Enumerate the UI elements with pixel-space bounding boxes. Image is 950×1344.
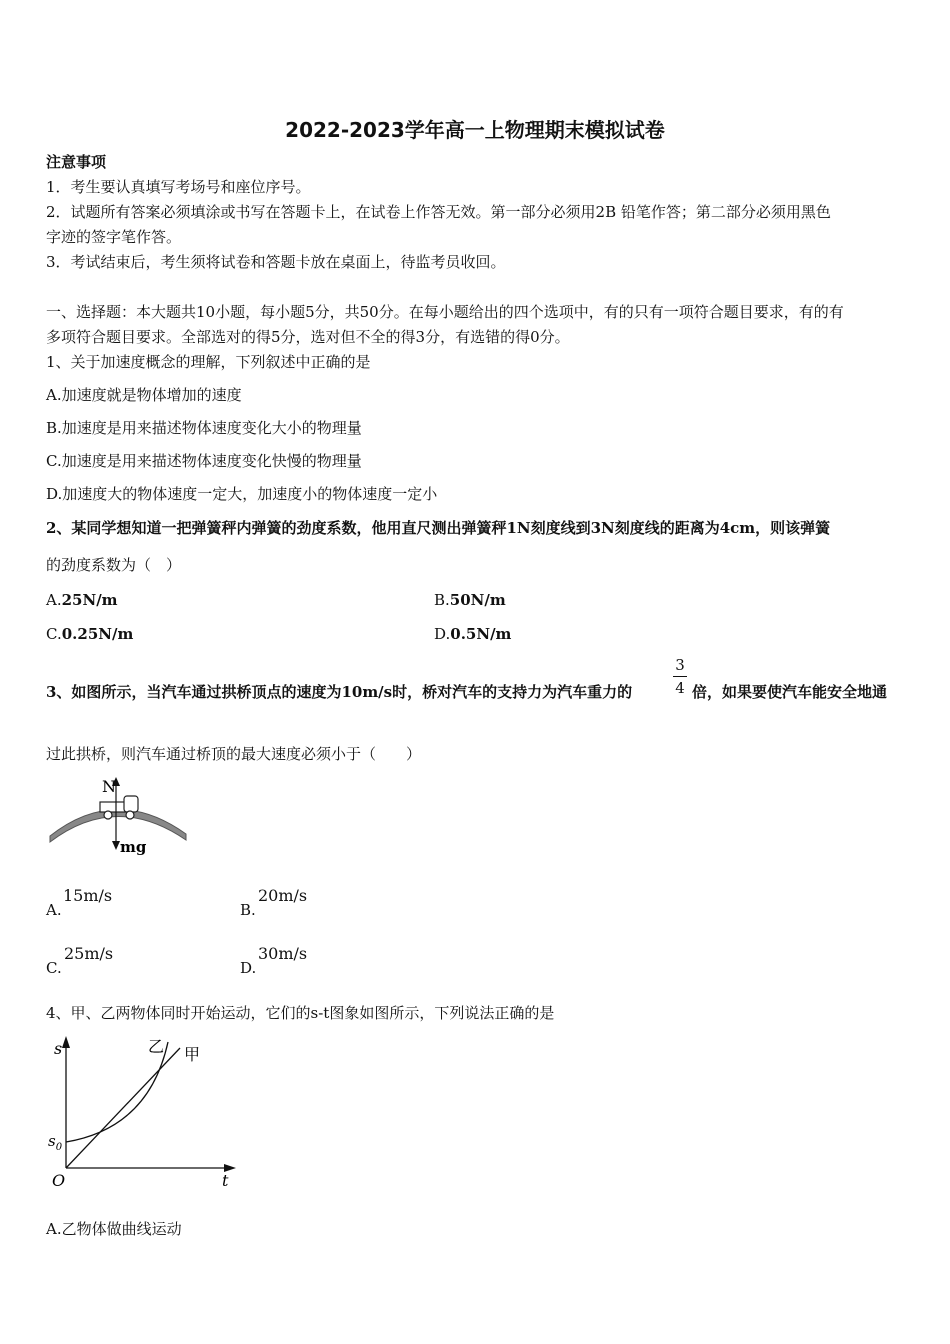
q1-option-c: C.加速度是用来描述物体速度变化快慢的物理量 — [46, 452, 362, 470]
arch-bridge-figure — [46, 774, 192, 856]
curve-yi — [66, 1042, 168, 1142]
fraction-denominator: 4 — [675, 679, 685, 697]
notice-item-3: 3．考试结束后，考生须将试卷和答题卡放在桌面上，待监考员收回。 — [46, 253, 506, 271]
q3-option-c-label: C. — [46, 959, 62, 977]
line-jia-label: 甲 — [184, 1045, 201, 1064]
notice-item-2: 2．试题所有答案必须填涂或书写在答题卡上，在试卷上作答无效。第一部分必须用2B 铅笔作答；第二部分必须用黑色 — [46, 203, 831, 221]
axis-t-label: t — [222, 1171, 229, 1190]
q3-option-d-label: D. — [240, 959, 257, 977]
q2-option-b: B.50N/m — [434, 591, 506, 609]
q3-option-a-value: 15m/s — [63, 886, 113, 905]
q3-option-b-label: B. — [240, 901, 256, 919]
q2-option-d: D.0.5N/m — [434, 625, 512, 643]
q1-stem: 1、关于加速度概念的理解，下列叙述中正确的是 — [46, 353, 371, 371]
page-title: 2022-2023学年高一上物理期末模拟试卷 — [285, 118, 665, 142]
section-1-instructions: 一、选择题：本大题共10小题，每小题5分，共50分。在每小题给出的四个选项中，有的只有一项符合题目要求，有的有 — [46, 303, 844, 321]
q1-option-b: B.加速度是用来描述物体速度变化大小的物理量 — [46, 419, 362, 437]
q3-stem: 3、如图所示，当汽车通过拱桥顶点的速度为10m/s时，桥对汽车的支持力为汽车重力的 — [46, 683, 633, 701]
q4-option-a: A.乙物体做曲线运动 — [46, 1220, 182, 1238]
s-t-graph — [44, 1032, 240, 1192]
q1-option-a: A.加速度就是物体增加的速度 — [46, 386, 242, 404]
q3-option-c-value: 25m/s — [64, 944, 114, 963]
q2-stem: 2、某同学想知道一把弹簧秤内弹簧的劲度系数，他用直尺测出弹簧秤1N刻度线到3N刻度线的距离为4cm，则该弹簧 — [46, 519, 831, 537]
notice-item-1: 1．考生要认真填写考场号和座位序号。 — [46, 178, 311, 196]
notice-item-2-cont: 字迹的签字笔作答。 — [46, 228, 182, 246]
q2-stem-cont: 的劲度系数为（ ） — [46, 556, 182, 574]
q2-option-c: C.0.25N/m — [46, 625, 134, 643]
q4-stem: 4、甲、乙两物体同时开始运动，它们的s-t图象如图所示，下列说法正确的是 — [46, 1004, 555, 1022]
curve-yi-label: 乙 — [148, 1037, 165, 1056]
fraction-numerator: 3 — [675, 656, 685, 674]
q3-option-d-value: 30m/s — [258, 944, 308, 963]
section-1-instructions-cont: 多项符合题目要求。全部选对的得5分，选对但不全的得3分，有选错的得0分。 — [46, 328, 570, 346]
normal-force-label: N — [102, 777, 116, 796]
origin-label: O — [52, 1171, 66, 1190]
q3-option-b-value: 20m/s — [258, 886, 308, 905]
line-jia — [66, 1048, 180, 1168]
q3-stem-tail: 倍，如果要使汽车能安全地通 — [692, 683, 888, 701]
q3-stem-cont: 过此拱桥，则汽车通过桥顶的最大速度必须小于（ ） — [46, 745, 422, 763]
weight-label: mg — [120, 838, 147, 856]
notice-heading: 注意事项 — [46, 153, 107, 171]
q1-option-d: D.加速度大的物体速度一定大，加速度小的物体速度一定小 — [46, 485, 438, 503]
axis-s-label: s — [54, 1039, 63, 1058]
q3-option-a-label: A. — [46, 901, 62, 919]
fraction-three-quarters — [673, 656, 687, 697]
s0-label: $s_0$ — [48, 1132, 63, 1153]
q2-option-a: A.25N/m — [46, 591, 118, 609]
